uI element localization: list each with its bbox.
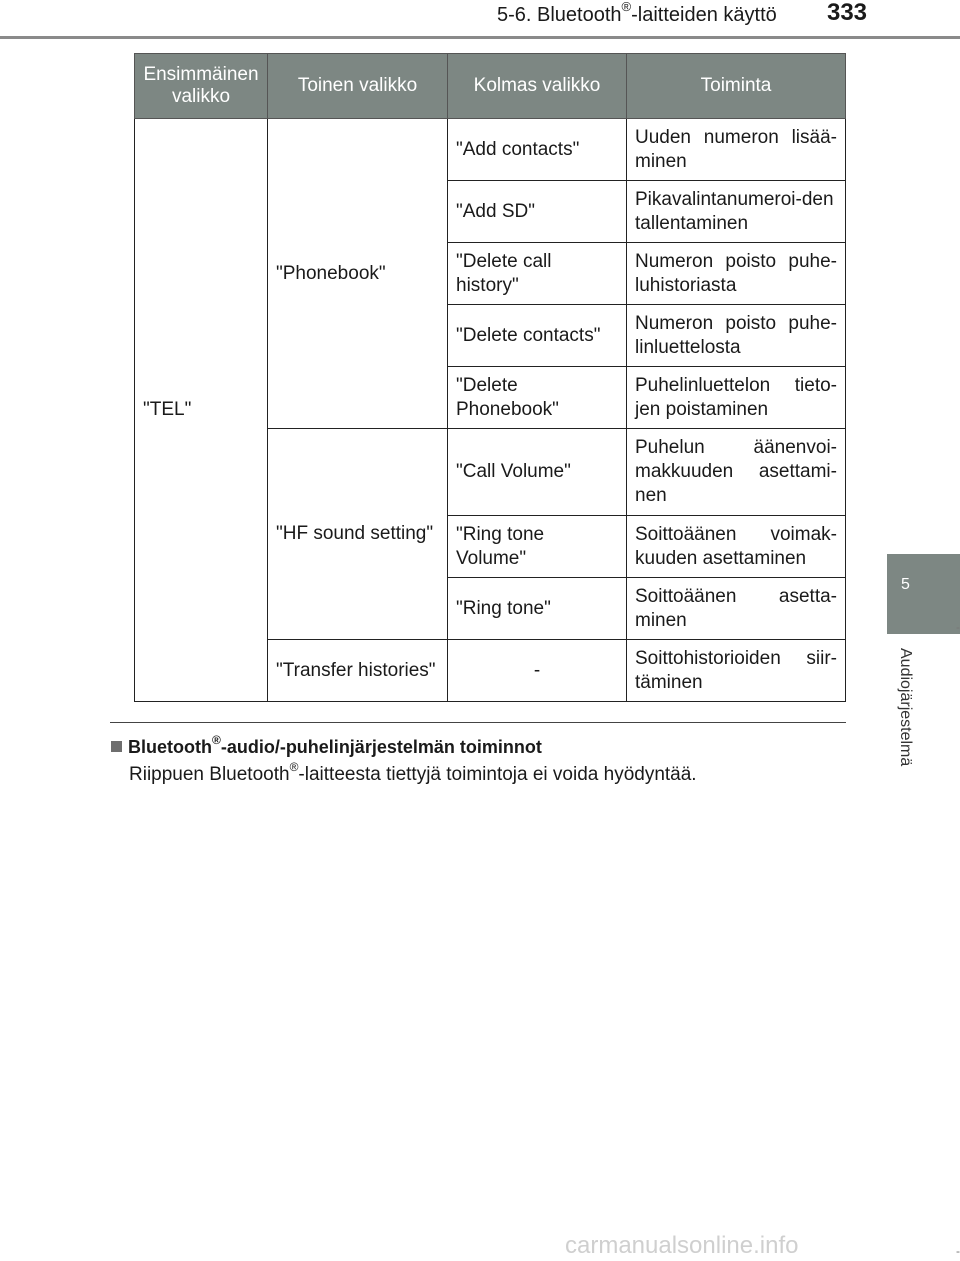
tab-mark-top: - [956, 620, 960, 634]
third-menu-cell: "Delete contacts" [448, 305, 627, 367]
watermark: carmanualsonline.info [565, 1232, 799, 1259]
chapter-section-title [497, 2, 797, 28]
function-cell: Uuden numeron lisää-minen [627, 119, 846, 181]
function-cell: Pikavalintanumeroi-den tallentaminen [627, 181, 846, 243]
table-row [135, 119, 846, 181]
registered-mark: ® [211, 733, 221, 747]
third-menu-cell: "Call Volume" [448, 429, 627, 516]
header-first-menu: Ensimmäinen valikko [135, 54, 268, 119]
header-function: Toiminta [627, 54, 846, 119]
first-menu-cell: "TEL" [135, 119, 268, 702]
chapter-label: Audiojärjestelmä [897, 648, 914, 767]
function-cell: Numeron poisto puhe-linluettelosta [627, 305, 846, 367]
menu-table [134, 53, 846, 702]
header-third-menu: Kolmas valikko [448, 54, 627, 119]
function-cell: Soittoäänen voimak-kuuden asettaminen [627, 516, 846, 578]
registered-mark: ® [621, 0, 632, 15]
table-header-row [135, 54, 846, 119]
registered-mark: ® [289, 759, 299, 774]
chapter-number: 5 [901, 576, 910, 593]
function-cell: Puhelinluettelon tieto-jen poistaminen [627, 367, 846, 429]
title-text-start: 5-6. Bluetooth [497, 4, 622, 26]
third-menu-cell: "Ring tone Volume" [448, 516, 627, 578]
second-menu-cell: "Transfer histories" [268, 640, 448, 702]
third-menu-cell: "Delete call history" [448, 243, 627, 305]
note-body [129, 759, 697, 788]
note-heading-start: Bluetooth [128, 737, 212, 757]
third-menu-cell: - [448, 640, 627, 702]
note-heading-end: -audio/-puhelinjärjestelmän toiminnot [220, 737, 542, 757]
square-bullet-icon [111, 741, 122, 752]
function-cell: Soittoäänen asetta-minen [627, 578, 846, 640]
page-number: 333 [826, 0, 868, 26]
header-second-menu: Toinen valikko [268, 54, 448, 119]
second-menu-cell: "Phonebook" [268, 119, 448, 429]
function-cell: Numeron poisto puhe-luhistoriasta [627, 243, 846, 305]
third-menu-cell: "Add contacts" [448, 119, 627, 181]
section-divider [110, 722, 846, 723]
tab-mark-bottom: - [956, 1244, 960, 1258]
header-rule [0, 36, 960, 39]
second-menu-cell: "HF sound setting" [268, 429, 448, 640]
function-cell: Soittohistorioiden siir-täminen [627, 640, 846, 702]
note-body-end: -laitteesta tiettyjä toimintoja ei voida hyödyntää. [298, 764, 697, 785]
third-menu-cell: "Delete Phonebook" [448, 367, 627, 429]
third-menu-cell: "Add SD" [448, 181, 627, 243]
chapter-tab [887, 554, 960, 634]
title-text-end: -laitteiden käyttö [631, 4, 777, 26]
note-heading [111, 735, 542, 759]
third-menu-cell: "Ring tone" [448, 578, 627, 640]
function-cell: Puhelun äänenvoi-makkuuden asettami-nen [627, 429, 846, 516]
note-body-start: Riippuen Bluetooth [129, 764, 290, 785]
